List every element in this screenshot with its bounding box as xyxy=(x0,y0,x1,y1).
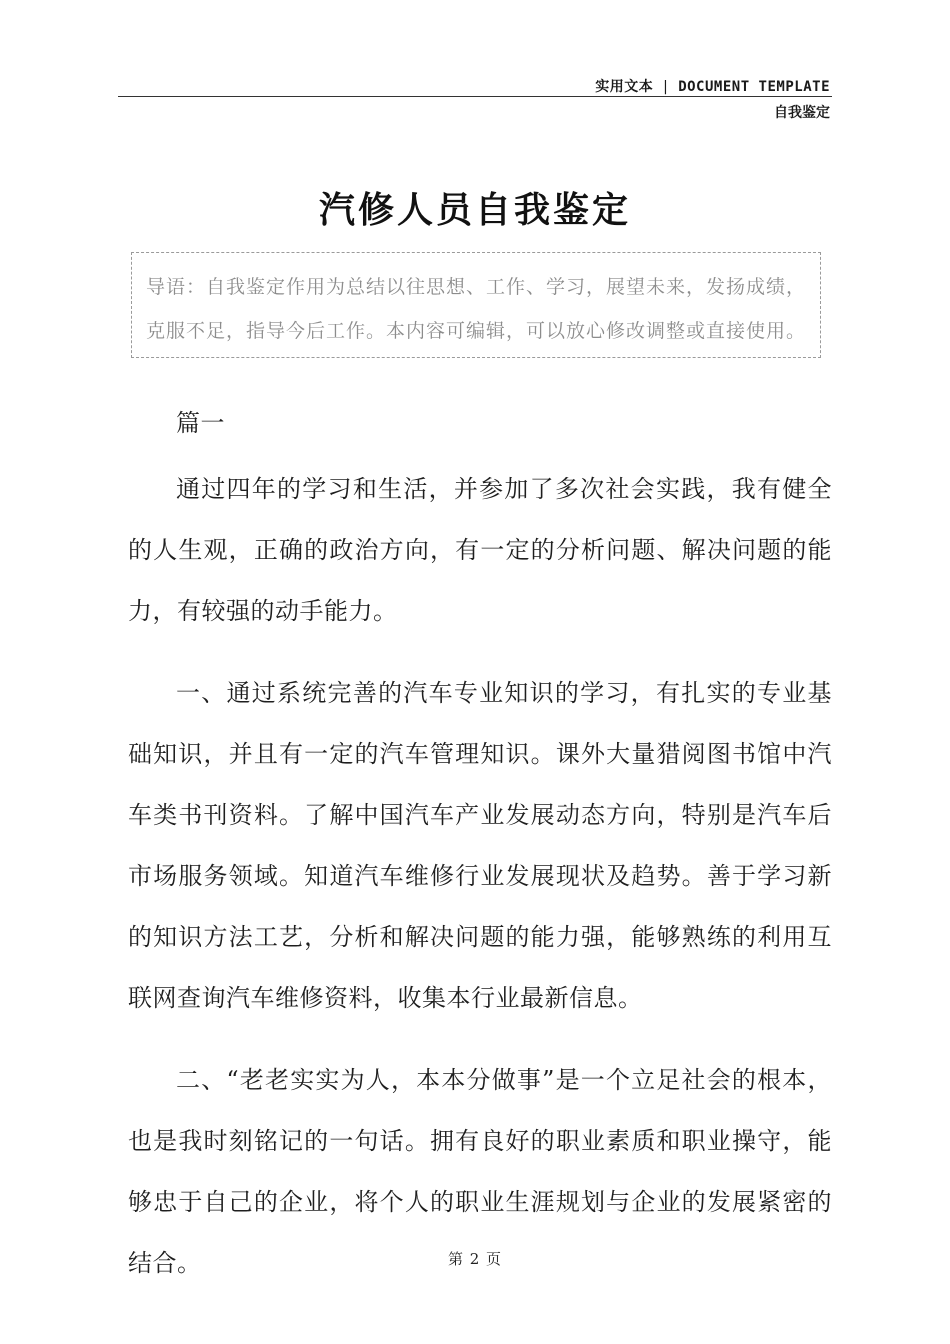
header-brand-line xyxy=(595,76,830,96)
document-title: 汽修人员自我鉴定 xyxy=(318,190,631,231)
guide-box xyxy=(131,252,821,358)
header-rule xyxy=(118,96,832,97)
guide-text: 导语：自我鉴定作用为总结以往思想、工作、学习，展望未来，发扬成绩，克服不足，指导今后工作。本内容可编辑，可以放心修改调整或直接使用。 xyxy=(146,276,807,342)
paragraph: 通过四年的学习和生活，并参加了多次社会实践，我有健全的人生观，正确的政治方向，有一定的分析问题、解决问题的能力，有较强的动手能力。 xyxy=(128,475,832,625)
document-body xyxy=(128,393,832,1315)
header-category: 自我鉴定 xyxy=(774,105,830,121)
paragraph: 一、通过系统完善的汽车专业知识的学习，有扎实的专业基础知识，并且有一定的汽车管理知识。课外大量猎阅图书馆中汽车类书刊资料。了解中国汽车产业发展动态方向，特别是汽车后市场服务领域。知道汽车维修行业发展现状及趋势。善于学习新的知识方法工艺，分析和解决问题的能力强，能够熟练的利用互联网查询汽车维修资料，收集本行业最新信息。 xyxy=(128,679,832,1012)
section-label: 篇一 xyxy=(176,409,225,437)
header-brand: 实用文本 xyxy=(595,79,654,95)
page-number: 第 2 页 xyxy=(447,1250,503,1268)
header-separator: | xyxy=(661,79,671,95)
header-template-label: DOCUMENT TEMPLATE xyxy=(678,79,830,95)
paragraph: 二、“老老实实为人，本本分做事”是一个立足社会的根本，也是我时刻铭记的一句话。拥有良好的职业素质和职业操守，能够忠于自己的企业，将个人的职业生涯规划与企业的发展紧密的结合。 xyxy=(128,1066,832,1277)
